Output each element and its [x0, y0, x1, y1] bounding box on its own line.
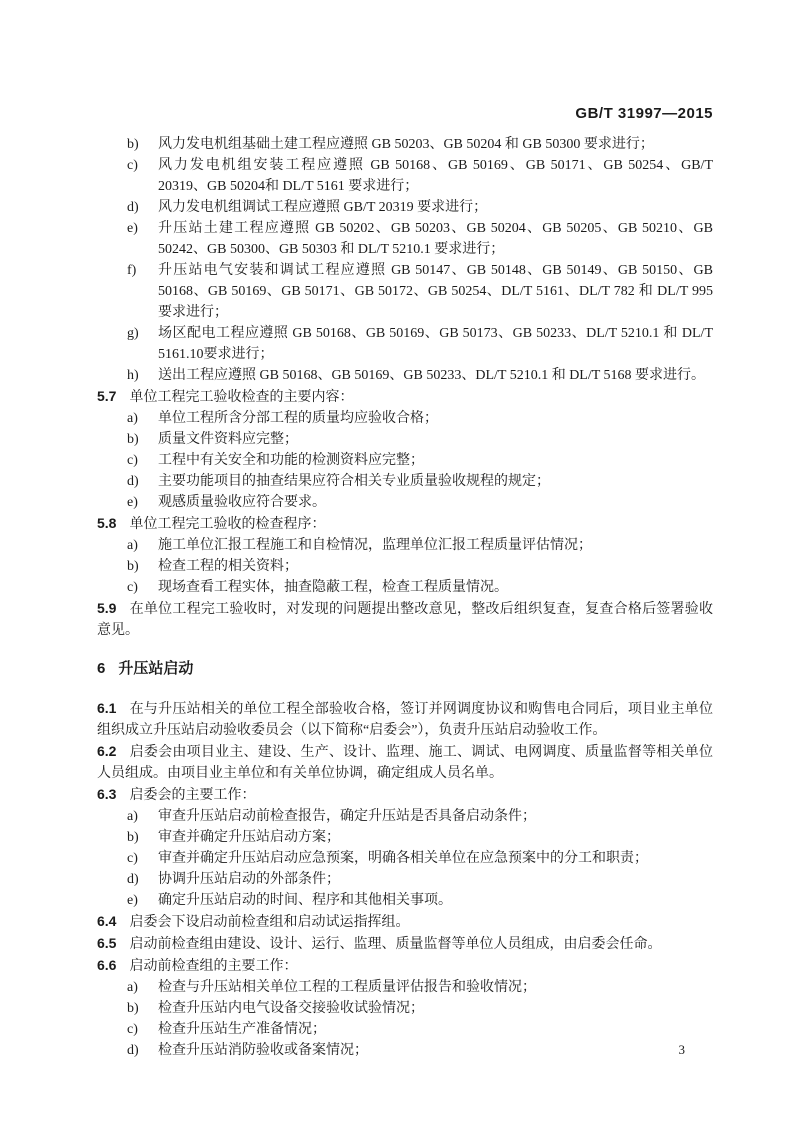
- list-item-text: 升压站电气安装和调试工程应遵照 GB 50147、GB 50148、GB 50149、GB 50150、GB 50168、GB 50169、GB 50171、GB 50172、GB 50254、DL/T 5161、DL/T 782 和 DL/T 995 要求进行；: [158, 263, 713, 320]
- list-item-marker: d): [127, 200, 139, 215]
- page-footer: [97, 1042, 713, 1058]
- list-item: [97, 408, 713, 429]
- clause-number: 6.3: [97, 786, 117, 802]
- list-item: [97, 806, 713, 827]
- list-item: [97, 218, 713, 260]
- list-item: [97, 197, 713, 218]
- page-header: [97, 105, 713, 122]
- list-item: [97, 890, 713, 911]
- clause-text: 启委会由项目业主、建设、生产、设计、监理、施工、调试、电网调度、质量监督等相关单位人员组成。由项目业主单位和有关单位协调，确定组成人员名单。: [97, 745, 713, 781]
- clause-paragraph: [97, 513, 713, 535]
- list-item-marker: a): [127, 538, 138, 553]
- list-item-marker: c): [127, 1022, 138, 1037]
- list-item-marker: a): [127, 980, 138, 995]
- list-item-marker: b): [127, 432, 139, 447]
- clause-text: 启委会下设启动前检查组和启动试运指挥组。: [129, 915, 410, 930]
- clause-paragraph: [97, 598, 713, 641]
- standard-number: GB/T 31997—2015: [575, 105, 713, 122]
- clause-number: 5.9: [97, 600, 117, 616]
- list-item: [97, 155, 713, 197]
- list-item-text: 协调升压站启动的外部条件；: [158, 872, 340, 887]
- list-item: [97, 869, 713, 890]
- section-number: 6: [97, 660, 106, 677]
- clause-number: 6.5: [97, 935, 117, 951]
- list-item: [97, 556, 713, 577]
- clause-paragraph: [97, 784, 713, 806]
- clause-number: 6.1: [97, 700, 117, 716]
- list-item-text: 检查与升压站相关单位工程的工程质量评估报告和验收情况；: [158, 980, 536, 995]
- list-item-marker: d): [127, 1043, 139, 1058]
- list-item-text: 风力发电机组基础土建工程应遵照 GB 50203、GB 50204 和 GB 50300 要求进行；: [158, 137, 654, 152]
- list-item-marker: b): [127, 830, 139, 845]
- document-body: [97, 134, 713, 1061]
- clause-paragraph: [97, 698, 713, 741]
- clause-paragraph: [97, 933, 713, 955]
- clause-number: 6.2: [97, 743, 117, 759]
- list-item-text: 检查升压站生产准备情况；: [158, 1022, 326, 1037]
- clause-number: 5.7: [97, 388, 117, 404]
- list-item-marker: e): [127, 893, 138, 908]
- list-item: [97, 471, 713, 492]
- list-item-text: 风力发电机组安装工程应遵照 GB 50168、GB 50169、GB 50171、GB 50254、GB/T 20319、GB 50204和 DL/T 5161 要求进行；: [158, 158, 713, 194]
- list-item-marker: d): [127, 474, 139, 489]
- list-item-text: 检查升压站消防验收或备案情况；: [158, 1043, 368, 1058]
- list-item-text: 质量文件资料应完整；: [158, 432, 298, 447]
- list-item-text: 施工单位汇报工程施工和自检情况，监理单位汇报工程质量评估情况；: [158, 538, 592, 553]
- list-item-marker: a): [127, 809, 138, 824]
- list-item-marker: e): [127, 221, 138, 236]
- list-item: [97, 535, 713, 556]
- list-item-marker: d): [127, 872, 139, 887]
- list-item-marker: b): [127, 559, 139, 574]
- clause-paragraph: [97, 955, 713, 977]
- clause-number: 6.6: [97, 957, 117, 973]
- clause-text: 单位工程完工验收的检查程序：: [129, 517, 326, 532]
- clause-paragraph: [97, 386, 713, 408]
- list-item-text: 主要功能项目的抽查结果应符合相关专业质量验收规程的规定；: [158, 474, 550, 489]
- list-item-text: 审查并确定升压站启动应急预案，明确各相关单位在应急预案中的分工和职责；: [158, 851, 648, 866]
- list-item-text: 审查并确定升压站启动方案；: [158, 830, 340, 845]
- clause-number: 5.8: [97, 515, 117, 531]
- list-item-text: 单位工程所含分部工程的质量均应验收合格；: [158, 411, 438, 426]
- list-item: [97, 260, 713, 323]
- list-item: [97, 1019, 713, 1040]
- clause-text: 单位工程完工验收检查的主要内容：: [129, 390, 354, 405]
- list-item-marker: e): [127, 495, 138, 510]
- page-number: 3: [678, 1042, 685, 1057]
- list-item: [97, 827, 713, 848]
- list-item-text: 工程中有关安全和功能的检测资料应完整；: [158, 453, 424, 468]
- list-item: [97, 977, 713, 998]
- list-item-marker: f): [127, 263, 137, 278]
- list-item-marker: c): [127, 453, 138, 468]
- list-item-text: 检查升压站内电气设备交接验收试验情况；: [158, 1001, 424, 1016]
- list-item-marker: b): [127, 1001, 139, 1016]
- section-title: 升压站启动: [118, 660, 194, 677]
- list-item-text: 确定升压站启动的时间、程序和其他相关事项。: [158, 893, 452, 908]
- list-item-marker: g): [127, 326, 139, 341]
- list-item-text: 风力发电机组调试工程应遵照 GB/T 20319 要求进行；: [158, 200, 488, 215]
- list-item-text: 审查升压站启动前检查报告，确定升压站是否具备启动条件；: [158, 809, 536, 824]
- list-item: [97, 492, 713, 513]
- clause-text: 启动前检查组由建设、设计、运行、监理、质量监督等单位人员组成，由启委会任命。: [129, 937, 662, 952]
- list-item-marker: a): [127, 411, 138, 426]
- list-item: [97, 134, 713, 155]
- list-item-marker: c): [127, 851, 138, 866]
- list-item: [97, 323, 713, 365]
- list-item-text: 检查工程的相关资料；: [158, 559, 298, 574]
- clause-text: 启委会的主要工作：: [129, 788, 256, 803]
- section-heading: [97, 658, 713, 679]
- list-item-marker: c): [127, 580, 138, 595]
- list-item-marker: h): [127, 368, 139, 383]
- clause-text: 在与升压站相关的单位工程全部验收合格，签订并网调度协议和购售电合同后，项目业主单位组织成立升压站启动验收委员会（以下简称“启委会”），负责升压站启动验收工作。: [97, 702, 713, 738]
- clause-text: 在单位工程完工验收时，对发现的问题提出整改意见，整改后组织复查，复查合格后签署验收意见。: [97, 602, 713, 638]
- list-item: [97, 998, 713, 1019]
- list-item-text: 送出工程应遵照 GB 50168、GB 50169、GB 50233、DL/T 5210.1 和 DL/T 5168 要求进行。: [158, 368, 706, 383]
- list-item-text: 场区配电工程应遵照 GB 50168、GB 50169、GB 50173、GB 50233、DL/T 5210.1 和 DL/T 5161.10要求进行；: [158, 326, 713, 362]
- clause-paragraph: [97, 741, 713, 784]
- list-item-text: 升压站土建工程应遵照 GB 50202、GB 50203、GB 50204、GB 50205、GB 50210、GB 50242、GB 50300、GB 50303 和 DL/T 5210.1 要求进行；: [158, 221, 713, 257]
- clause-number: 6.4: [97, 913, 117, 929]
- list-item: [97, 429, 713, 450]
- list-item: [97, 848, 713, 869]
- list-item: [97, 365, 713, 386]
- list-item-marker: b): [127, 137, 139, 152]
- clause-text: 启动前检查组的主要工作：: [129, 959, 298, 974]
- list-item: [97, 450, 713, 471]
- list-item-marker: c): [127, 158, 138, 173]
- list-item: [97, 577, 713, 598]
- list-item-text: 现场查看工程实体，抽查隐蔽工程，检查工程质量情况。: [158, 580, 508, 595]
- list-item-text: 观感质量验收应符合要求。: [158, 495, 326, 510]
- clause-paragraph: [97, 911, 713, 933]
